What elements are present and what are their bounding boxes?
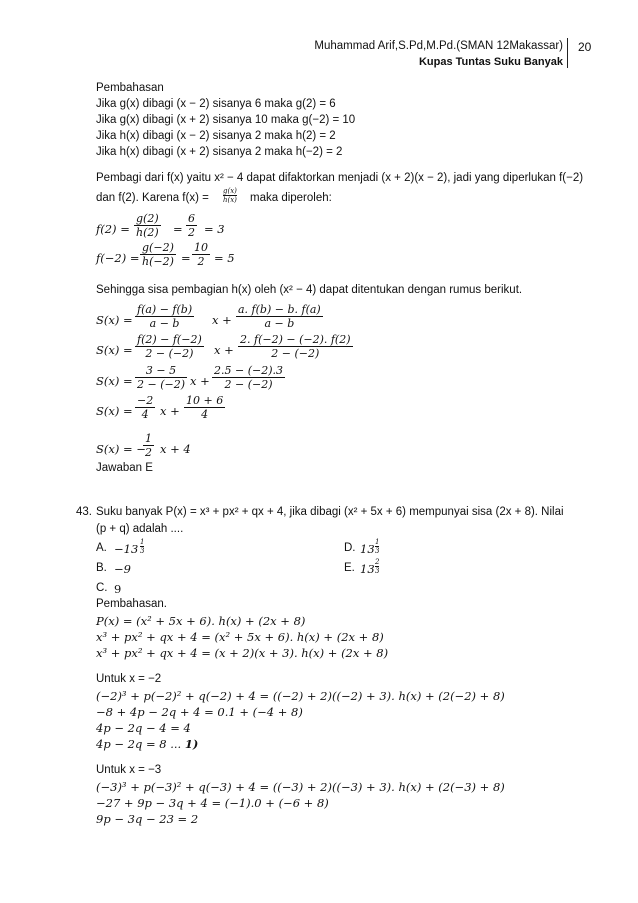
- p42-paragraph: Pembagi dari f(x) yaitu x² − 4 dapat difaktorkan menjadi (x + 2)(x − 2), jadi yang diperlukan f(−2): [96, 172, 584, 184]
- math-line: P(x) = (x² + 5x + 6). h(x) + (2x + 8): [96, 614, 306, 628]
- denominator: 4: [184, 407, 225, 421]
- option-d-label: D.: [344, 542, 356, 554]
- denominator: 2 − (−2): [238, 346, 353, 360]
- denominator: a − b: [135, 316, 194, 330]
- question-number: 43.: [76, 506, 92, 518]
- eq-lhs: S(x) =: [96, 343, 133, 357]
- eq-lhs: S(x) =: [96, 404, 133, 418]
- math-line: x³ + px² + qx + 4 = (x² + 5x + 6). h(x) + (2x + 8): [96, 630, 384, 644]
- numerator: 2: [375, 558, 380, 566]
- header-subtitle: Kupas Tuntas Suku Banyak: [418, 56, 563, 68]
- case-label: Untuk x = −3: [96, 764, 162, 776]
- term: x +: [212, 313, 232, 327]
- fraction: [238, 333, 353, 360]
- fraction-denominator: h(x): [223, 196, 237, 204]
- numerator: f(a) − f(b): [137, 303, 193, 316]
- numerator: −2: [137, 394, 154, 407]
- fraction: [140, 241, 176, 268]
- math-line: −8 + 4p − 2q + 4 = 0.1 + (−4 + 8): [96, 705, 303, 719]
- p42-paragraph: dan f(2). Karena f(x) =: [96, 192, 209, 204]
- denominator: 2 − (−2): [212, 377, 285, 391]
- option-b-label: B.: [96, 562, 107, 574]
- math-line: (−3)³ + p(−3)² + q(−3) + 4 = ((−3) + 2)((−3) + 3). h(x) + (2(−3) + 8): [96, 780, 505, 794]
- numerator: 1: [140, 538, 145, 546]
- option-a-fraction: [140, 538, 144, 555]
- header-author: Muhammad Arif,S.Pd,M.Pd.(SMAN 12Makassar): [314, 40, 563, 52]
- header-divider: [567, 38, 568, 68]
- term: x +: [160, 404, 180, 418]
- eq-lhs: S(x) = −: [96, 442, 146, 456]
- numerator: g(−2): [142, 241, 174, 254]
- option-e-label: E.: [344, 562, 355, 574]
- denominator: 2 − (−2): [137, 378, 186, 391]
- denominator: 2: [192, 254, 210, 268]
- denominator: 2: [145, 446, 152, 459]
- result: = 5: [214, 251, 235, 265]
- option-d-fraction: [375, 538, 379, 555]
- option-c-value: 9: [114, 582, 122, 596]
- option-e-fraction: [375, 558, 379, 575]
- fraction: [134, 212, 161, 239]
- eq-lhs: f(−2) =: [96, 251, 140, 265]
- denominator: 2: [188, 226, 195, 239]
- p42-heading: Pembahasan: [96, 82, 164, 94]
- p42-paragraph: maka diperoleh:: [250, 192, 332, 204]
- fraction: [143, 432, 154, 459]
- fraction-g-over-h: [223, 187, 237, 204]
- math-line: [96, 737, 198, 751]
- term: x + 4: [160, 442, 191, 456]
- answer: Jawaban E: [96, 462, 153, 474]
- question-text: Suku banyak P(x) = x³ + px² + qx + 4, jika dibagi (x² + 5x + 6) mempunyai sisa (2x + 8). Nilai: [96, 506, 564, 518]
- fraction-numerator: g(x): [223, 187, 237, 195]
- numerator: 2.5 − (−2).3: [214, 364, 283, 377]
- equation-text: 4p − 2q = 8 ...: [96, 737, 182, 751]
- term: x +: [214, 343, 234, 357]
- option-a-value: −13: [114, 542, 139, 556]
- numerator: a. f(b) − b. f(a): [238, 303, 321, 316]
- numerator: g(2): [136, 212, 159, 225]
- numerator: 1: [375, 538, 380, 546]
- p42-line: Jika g(x) dibagi (x − 2) sisanya 6 maka g(2) = 6: [96, 98, 336, 110]
- option-a-label: A.: [96, 542, 107, 554]
- fraction: [212, 364, 285, 391]
- p42-line: Jika h(x) dibagi (x − 2) sisanya 2 maka h(2) = 2: [96, 130, 336, 142]
- term: x +: [190, 374, 210, 388]
- option-b-value: −9: [114, 562, 131, 576]
- math-line: −27 + 9p − 3q + 4 = (−1).0 + (−6 + 8): [96, 796, 329, 810]
- fraction: [135, 394, 155, 421]
- p43-heading: Pembahasan.: [96, 598, 167, 610]
- option-d-value: 13: [360, 542, 375, 556]
- equals: =: [173, 222, 183, 236]
- eq-lhs: S(x) =: [96, 313, 133, 327]
- p42-line: Jika g(x) dibagi (x + 2) sisanya 10 maka g(−2) = 10: [96, 114, 356, 126]
- math-line: x³ + px² + qx + 4 = (x + 2)(x + 3). h(x) + (2x + 8): [96, 646, 389, 660]
- numerator: 10 + 6: [186, 394, 224, 407]
- eq-lhs: f(2) =: [96, 222, 130, 236]
- fraction: [135, 333, 204, 360]
- denominator: 3: [140, 547, 145, 555]
- option-e-value: 13: [360, 562, 375, 576]
- fraction: [186, 212, 197, 239]
- fraction: [135, 364, 187, 391]
- option-c-label: C.: [96, 582, 108, 594]
- denominator: 2 − (−2): [135, 346, 204, 360]
- p42-paragraph: Sehingga sisa pembagian h(x) oleh (x² − 4) dapat ditentukan dengan rumus berikut.: [96, 284, 523, 296]
- numerator: 2. f(−2) − (−2). f(2): [240, 333, 351, 346]
- denominator: 4: [135, 407, 155, 421]
- equation-marker: 1): [184, 737, 199, 751]
- fraction: [236, 303, 323, 330]
- denominator: a − b: [236, 316, 323, 330]
- numerator: 10: [194, 241, 208, 254]
- eq-lhs: S(x) =: [96, 374, 133, 388]
- math-line: 9p − 3q − 23 = 2: [96, 812, 199, 826]
- case-label: Untuk x = −2: [96, 673, 162, 685]
- p42-line: Jika h(x) dibagi (x + 2) sisanya 2 maka h(−2) = 2: [96, 146, 343, 158]
- numerator: f(2) − f(−2): [137, 333, 202, 346]
- math-line: (−2)³ + p(−2)² + q(−2) + 4 = ((−2) + 2)((−2) + 3). h(x) + (2(−2) + 8): [96, 689, 505, 703]
- equals: =: [181, 251, 191, 265]
- denominator: 3: [375, 567, 380, 575]
- fraction: [192, 241, 210, 268]
- numerator: 3 − 5: [145, 364, 177, 377]
- numerator: 1: [145, 432, 152, 445]
- question-text: (p + q) adalah ....: [96, 523, 184, 535]
- denominator: h(2): [136, 226, 159, 239]
- result: = 3: [204, 222, 225, 236]
- fraction: [184, 394, 225, 421]
- numerator: 6: [188, 212, 195, 225]
- math-line: 4p − 2q − 4 = 4: [96, 721, 191, 735]
- fraction: [135, 303, 194, 330]
- denominator: 3: [375, 547, 380, 555]
- page-number: 20: [578, 40, 592, 54]
- denominator: h(−2): [142, 255, 174, 268]
